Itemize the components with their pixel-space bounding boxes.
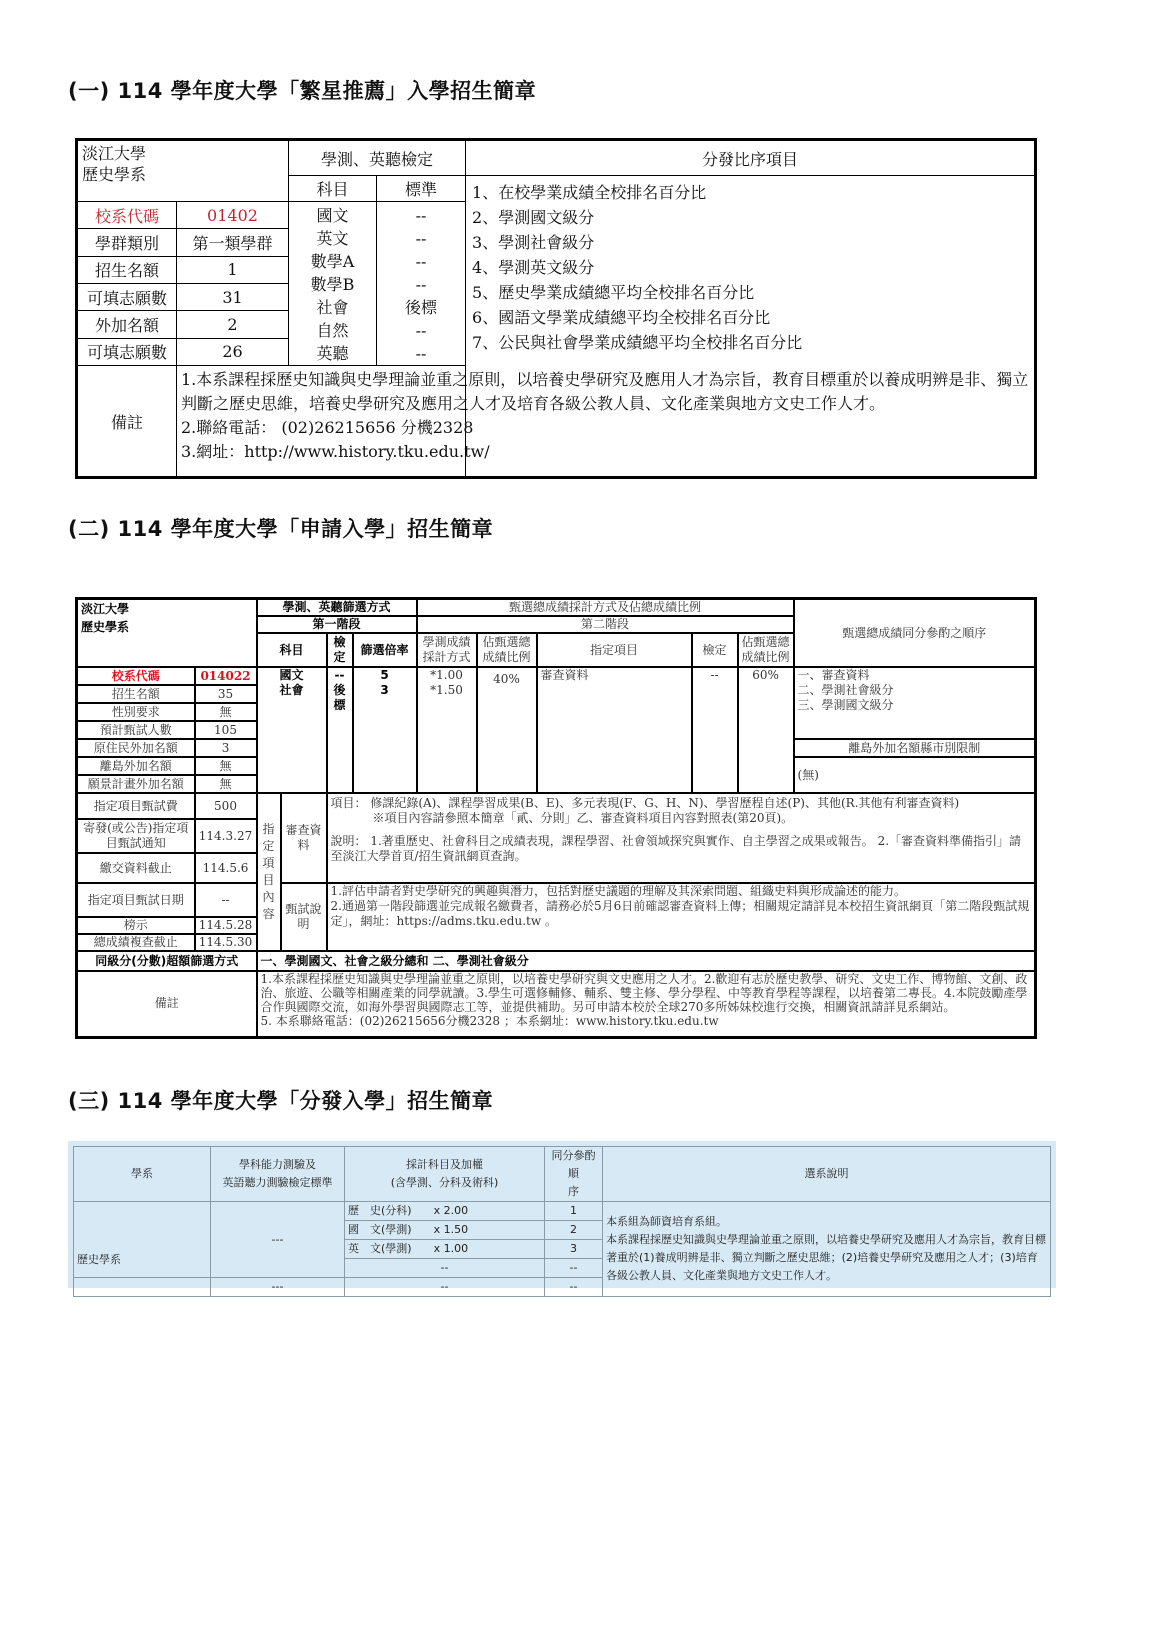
tie-order-item: 三、學測國文級分 — [797, 698, 894, 712]
header-dept: 學系 — [74, 1147, 211, 1202]
info-label: 預計甄試人數 — [77, 721, 195, 739]
standard: -- — [415, 321, 427, 340]
island-value: (無) — [794, 757, 1036, 793]
filter-header: 學測、英聽篩選方式 — [257, 599, 417, 617]
stage2-header: 第二階段 — [417, 616, 794, 633]
subject-name: 歷 史(分科) — [348, 1204, 412, 1217]
subject-row — [345, 1202, 545, 1221]
note-line: 5. 本系聯絡電話：(02)26215656分機2328 ；本系網址：www.history.tku.edu.tw — [260, 1014, 719, 1028]
subject-header: 科目 — [289, 176, 377, 202]
info-label: 原住民外加名額 — [77, 739, 195, 757]
order-header: 分發比序項目 — [466, 140, 1036, 176]
schedule-value: 114.3.27 — [195, 819, 257, 853]
subject-weight: x 2.00 — [433, 1204, 469, 1217]
standard-header: 標準 — [377, 176, 466, 202]
dept-cell-empty — [74, 1278, 211, 1297]
order-value: 3 — [545, 1240, 603, 1259]
info-label: 可填志願數 — [77, 338, 177, 365]
col-subject: 科目 — [257, 633, 327, 667]
subject-name: 國 文(學測) — [348, 1223, 412, 1236]
section3-title: (三) 114 學年度大學「分發入學」招生簡章 — [68, 1089, 494, 1113]
order-value: -- — [545, 1278, 603, 1297]
info-label: 招生名額 — [77, 256, 177, 283]
schedule-label: 總成績複查截止 — [77, 934, 195, 951]
subject: 社會 — [316, 298, 349, 317]
weight2-value: 60% — [738, 667, 794, 793]
standard-cell: --- — [211, 1278, 345, 1297]
info-value: 35 — [195, 685, 257, 703]
info-label: 招生名額 — [77, 685, 195, 703]
tie-order-item: 一、審查資料 — [797, 668, 870, 682]
review-note: ※項目內容請參照本簡章「貳、分則」乙、審查資料項目內容對照表(第20頁)。 — [372, 811, 794, 825]
info-label: 外加名額 — [77, 311, 177, 338]
info-label: 校系代碼 — [77, 202, 177, 229]
schedule-value: 114.5.6 — [195, 853, 257, 883]
info-value: 105 — [195, 721, 257, 739]
info-value: 2 — [177, 311, 289, 338]
schedule-value: 114.5.28 — [195, 917, 257, 934]
col-weight1: 佔甄選總成績比例 — [477, 633, 537, 667]
desc-cell — [603, 1202, 1051, 1297]
notes-content — [257, 971, 1036, 1037]
info-value: 無 — [195, 703, 257, 721]
standard: -- — [415, 229, 427, 248]
info-label: 可填志願數 — [77, 283, 177, 310]
subject-weight: x 1.00 — [433, 1242, 469, 1255]
header-subjects: 採計科目及加權 (含學測、分科及術科) — [345, 1147, 545, 1202]
tie-method-label: 同級分(分數)超額篩選方式 — [77, 951, 257, 971]
weight1-value: 40% — [477, 667, 537, 793]
stage1-ratios: 5 3 — [353, 667, 417, 793]
dept-name: 歷史學系 — [81, 620, 130, 634]
subject-name: 英 文(學測) — [348, 1242, 412, 1255]
stars-admission-table — [75, 138, 1037, 479]
desc-line: 本系組為師資培育系組。 — [606, 1215, 727, 1228]
island-header: 離島外加名額縣市別限制 — [794, 739, 1036, 757]
order-value: 2 — [545, 1221, 603, 1240]
schedule-value: 500 — [195, 793, 257, 819]
school-name: 淡江大學 — [81, 602, 130, 616]
info-value: 01402 — [177, 202, 289, 229]
review-content — [327, 793, 1036, 883]
desc-line: 本系課程採歷史知識與史學理論並重之原則，以培養史學研究及應用人才為宗旨，教育目標著重於(1)養成明辨是非、獨立判斷之歷史思維；(2)培養史學研究及應用之人才；(3)培育各級公教人員、文化產業與地方文史工作人才。 — [606, 1233, 1046, 1282]
note-line: 3.網址：http://www.history.tku.edu.tw/ — [181, 442, 490, 461]
order-item: 4、學測英文級分 — [472, 258, 595, 277]
col-check2: 檢定 — [692, 633, 738, 667]
subject-row — [345, 1240, 545, 1259]
order-item: 6、國語文學業成績總平均全校排名百分比 — [472, 308, 771, 327]
schedule-label: 指定項目甄試費 — [77, 793, 195, 819]
notes-content — [177, 366, 1036, 478]
exam-label: 甄試說明 — [281, 883, 327, 951]
subject-weight: x 1.50 — [433, 1223, 469, 1236]
order-item: 3、學測社會級分 — [472, 233, 595, 252]
score-methods: *1.00 *1.50 — [417, 667, 477, 793]
col-check: 檢定 — [327, 633, 353, 667]
info-label: 學群類別 — [77, 229, 177, 256]
col-ratio: 篩選倍率 — [353, 633, 417, 667]
info-label: 性別要求 — [77, 703, 195, 721]
col-items: 指定項目 — [537, 633, 692, 667]
subject: 英聽 — [316, 344, 349, 363]
info-value: 3 — [195, 739, 257, 757]
info-value: 無 — [195, 757, 257, 775]
header-order: 同分參酌順 序 — [545, 1147, 603, 1202]
order-item: 5、歷史學業成績總平均全校排名百分比 — [472, 283, 755, 302]
application-admission-table — [75, 597, 1037, 1039]
header-standard: 學科能力測驗及 英語聽力測驗檢定標準 — [211, 1147, 345, 1202]
info-value: 1 — [177, 256, 289, 283]
subject-row: -- — [345, 1278, 545, 1297]
section1-title: (一) 114 學年度大學「繁星推薦」入學招生簡章 — [68, 79, 537, 103]
dept-cell: 歷史學系 — [74, 1202, 211, 1278]
items-value: 審查資料 — [537, 667, 692, 793]
notes-label: 備註 — [77, 971, 257, 1037]
schedule-label: 指定項目甄試日期 — [77, 883, 195, 917]
subject-row: -- — [345, 1259, 545, 1278]
info-value: 第一類學群 — [177, 229, 289, 256]
tie-header: 甄選總成績同分參酌之順序 — [794, 599, 1036, 668]
standard: -- — [415, 206, 427, 225]
info-value: 26 — [177, 338, 289, 365]
review-desc: 說明： 1.著重歷史、社會科目之成績表現，課程學習、社會領域探究與實作、自主學習之成果或報告。 2.「審查資料準備指引」請至淡江大學首頁/招生資訊網頁查詢。 — [330, 834, 1022, 863]
col-method: 學測成績採計方式 — [417, 633, 477, 667]
info-label: 校系代碼 — [77, 667, 195, 685]
subject: 英文 — [316, 229, 349, 248]
info-value: 31 — [177, 283, 289, 310]
content-label: 指定項目內容 — [257, 793, 281, 951]
order-item: 1、在校學業成績全校排名百分比 — [472, 183, 707, 202]
total-header: 甄選總成績採計方式及佔總成績比例 — [417, 599, 794, 617]
review-label: 審查資料 — [281, 793, 327, 883]
subject: 國文 — [316, 206, 349, 225]
standard: -- — [415, 275, 427, 294]
order-value: -- — [545, 1259, 603, 1278]
exam-content — [327, 883, 1036, 951]
info-label: 願景計畫外加名額 — [77, 775, 195, 793]
exam-desc: 2.通過第一階段篩選並完成報名繳費者，請務必於5月6日前確認審查資料上傳；相關規定請詳見本校招生資訊網頁「第二階段甄試規定」，網址：https://adms.tku.edu.tw 。 — [330, 899, 1030, 928]
stage1-subjects: 國文 社會 — [257, 667, 327, 793]
col-weight2: 佔甄選總成績比例 — [738, 633, 794, 667]
subject-row — [345, 1221, 545, 1240]
tie-order-item: 二、學測社會級分 — [797, 683, 894, 697]
subject: 數學A — [310, 252, 355, 271]
exam-header: 學測、英聽檢定 — [289, 140, 466, 176]
info-value: 014022 — [195, 667, 257, 685]
note-line: 1.本系課程採歷史知識與史學理論並重之原則，以培養史學研究與文史應用之人才。2.歡迎有志於歷史教學、研究、文史工作、博物館、文創、政治、旅遊、公職等相關產業的同學就讀。3.學生可選修輔修、輔系、雙主修、學分學程、中等教育學程等課程，以培養第二專長。4.本院鼓勵產學合作與國際交流，如海外學習與國際志工等，並提供補助。另可申請本校於全球270多所姊妹校進行交換，相關資訊請詳見系網站。 — [260, 972, 1028, 1014]
tie-order-list — [794, 667, 1036, 739]
review-items: 項目： 修課紀錄(A)、課程學習成果(B、E)、多元表現(F、G、H、N)、學習歷程自述(P)、其他(R.其他有利審查資料) — [330, 796, 960, 810]
standards-list — [377, 202, 466, 366]
section2-title: (二) 114 學年度大學「申請入學」招生簡章 — [68, 517, 494, 541]
subject: 數學B — [310, 275, 355, 294]
order-item: 2、學測國文級分 — [472, 208, 595, 227]
standard-cell: --- — [211, 1202, 345, 1278]
standard: -- — [415, 252, 427, 271]
schedule-label: 繳交資料截止 — [77, 853, 195, 883]
order-value: 1 — [545, 1202, 603, 1221]
subject: 自然 — [316, 321, 349, 340]
stage1-header: 第一階段 — [257, 616, 417, 633]
order-item: 7、公民與社會學業成績總平均全校排名百分比 — [472, 333, 803, 352]
stage1-checks: -- 後標 — [327, 667, 353, 793]
schedule-value: -- — [195, 883, 257, 917]
info-label: 離島外加名額 — [77, 757, 195, 775]
tie-method-value: 一、學測國文、社會之級分總和 二、學測社會級分 — [257, 951, 1036, 971]
distribution-admission-table — [73, 1146, 1051, 1297]
dept-name: 歷史學系 — [82, 165, 147, 184]
distribution-admission-panel — [68, 1141, 1056, 1293]
exam-desc: 1.評估申請者對史學研究的興趣與潛力，包括對歷史議題的理解及其深索問題、組織史料與形成論述的能力。 — [330, 884, 906, 898]
note-line: 2.聯絡電話： (02)26215656 分機2328 — [181, 418, 474, 437]
standard: 後標 — [405, 298, 438, 317]
standard: -- — [415, 344, 427, 363]
header-desc: 選系說明 — [603, 1147, 1051, 1202]
subjects-list — [289, 202, 377, 366]
school-dept-cell — [77, 140, 289, 202]
school-name: 淡江大學 — [82, 144, 147, 163]
school-dept-cell — [77, 599, 257, 668]
schedule-value: 114.5.30 — [195, 934, 257, 951]
notes-label: 備註 — [77, 366, 177, 478]
schedule-label: 榜示 — [77, 917, 195, 934]
info-value: 無 — [195, 775, 257, 793]
schedule-label: 寄發(或公告)指定項目甄試通知 — [77, 819, 195, 853]
check2-value: -- — [692, 667, 738, 793]
note-line: 1.本系課程採歷史知識與史學理論並重之原則，以培養史學研究及應用人才為宗旨，教育目標重於以養成明辨是非、獨立判斷之歷史思維，培養史學研究及應用之人才及培育各級公教人員、文化產業與地方文史工作人才。 — [181, 370, 1029, 413]
